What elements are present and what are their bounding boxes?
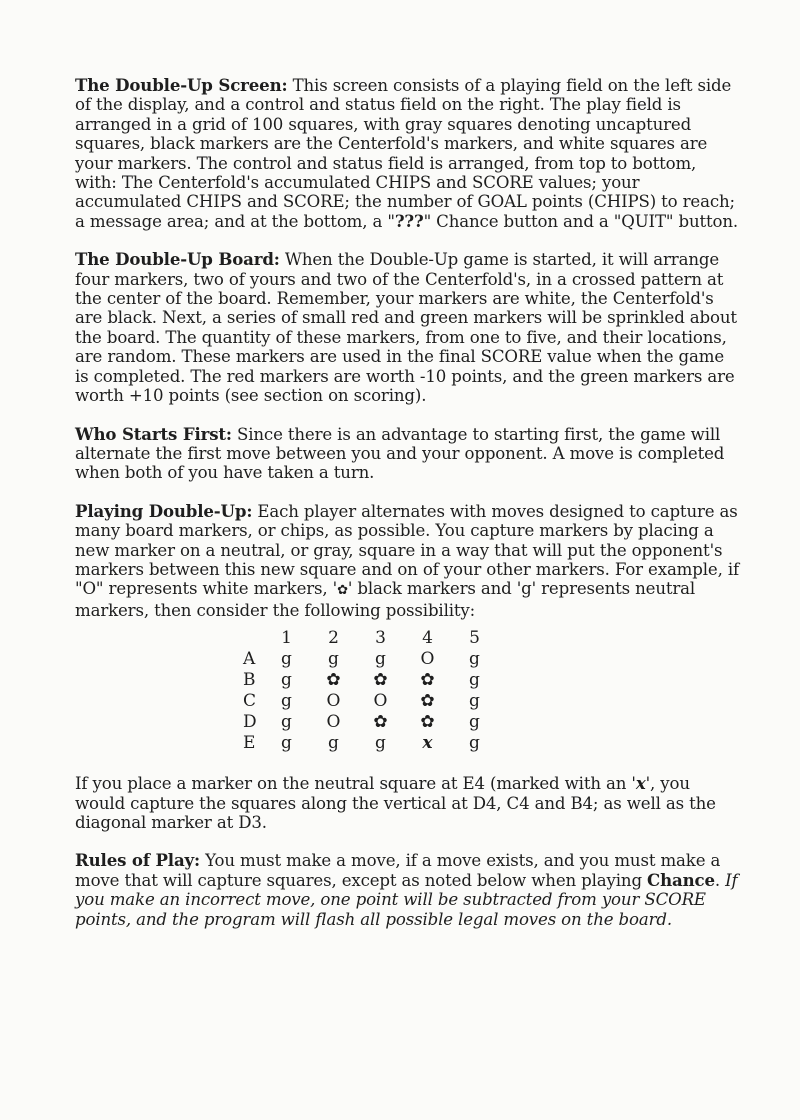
text-rules: You must make a move, if a move exists, and you must make a move that will capture squares, except as noted below when playing: [75, 851, 721, 890]
grid-row: [243, 649, 498, 670]
text-screen: This screen consists of a playing field on the left side of the display, and a control and status field on the right. The play field is arranged in a grid of 100 squares, with gray squares denoting uncaptured squares, black markers are the Centerfold's markers, and white squares are your markers. The control and status field is arranged, from top to bottom, with: The Centerfold's accumulated CHIPS and SCORE values; your accumulated CHIPS and SCORE; the number of GOAL points (CHIPS) to reach; a message area; and at the bottom, a ": [75, 76, 735, 231]
example-grid: [243, 628, 498, 754]
col-label: 1: [281, 628, 292, 649]
grid-cell: O: [373, 691, 388, 712]
heading-playing: Playing Double-Up:: [75, 500, 253, 521]
grid-cell: g: [281, 691, 292, 712]
example-board: [75, 628, 741, 754]
x-marker: x: [635, 773, 646, 794]
row-label: C: [243, 691, 257, 712]
text-rules-italic: If you make an incorrect move, one point will be subtracted from your SCORE points, and the program will flash all possible legal moves on the board.: [75, 870, 738, 929]
grid-corner: [243, 628, 263, 649]
text-rules-period: .: [714, 870, 721, 890]
text-screen-end: " Chance button and a "QUIT" button.: [423, 211, 739, 231]
text-example-end: ', you would capture the squares along the vertical at D4, C4 and B4; as well as the diagonal marker at D3.: [75, 774, 716, 832]
grid-cell: ✿: [420, 691, 435, 712]
grid-cell: g: [328, 733, 339, 754]
col-label: 5: [469, 628, 480, 649]
grid-cell: ✿: [420, 712, 435, 733]
heading-rules: Rules of Play:: [75, 850, 201, 871]
paragraph-playing: [75, 502, 741, 620]
grid-cell: g: [469, 670, 480, 691]
grid-row: [243, 670, 498, 691]
grid-cell: ✿: [373, 670, 388, 691]
heading-screen: The Double-Up Screen:: [75, 75, 288, 95]
text-first: Since there is an advantage to starting first, the game will alternate the first move between you and your opponent. A move is completed when both of you have taken a turn.: [75, 424, 725, 483]
col-label: 4: [422, 628, 433, 649]
row-label: D: [243, 712, 257, 733]
grid-cell: x: [422, 733, 433, 754]
black-marker-icon: ✿: [337, 583, 348, 599]
col-label: 2: [328, 628, 339, 649]
heading-board: The Double-Up Board:: [75, 249, 280, 270]
grid-cell: g: [281, 733, 292, 754]
grid-cell: g: [328, 649, 339, 670]
row-label: E: [243, 733, 256, 754]
grid-cell: ✿: [326, 670, 341, 691]
grid-cell: ✿: [373, 712, 388, 733]
grid-row: [243, 691, 498, 712]
text-board: When the Double-Up game is started, it will arrange four markers, two of yours and two of the Centerfold's, in a crossed pattern at the center of the board. Remember, your markers are white, the Centerfold's are black. Next, a series of small red and green markers will be sprinkled about the board. The quantity of these markers, from one to five, and their locations, are random. These markers are used in the final SCORE value when the game is completed. The red markers are worth -10 points, and the green markers are worth +10 points (see section on scoring).: [75, 250, 737, 406]
grid-cell: g: [281, 649, 292, 670]
grid-cell: O: [420, 649, 435, 670]
grid-cell: ✿: [420, 670, 435, 691]
grid-cell: g: [281, 670, 292, 691]
paragraph-screen: [75, 76, 741, 231]
row-label: A: [243, 649, 256, 670]
grid-cell: g: [469, 712, 480, 733]
paragraph-first: [75, 425, 741, 483]
chance-symbol: ???: [394, 210, 424, 231]
grid-header-row: [243, 628, 498, 649]
text-example: If you place a marker on the neutral square at E4 (marked with an ': [75, 774, 636, 794]
paragraph-example: [75, 774, 741, 832]
grid-cell: g: [469, 649, 480, 670]
paragraph-rules: [75, 851, 741, 929]
grid-cell: O: [326, 712, 341, 733]
page-content: [75, 76, 741, 929]
text-playing-end: ' black markers and 'g' represents neutral markers, then consider the following possibility:: [75, 579, 696, 620]
grid-row: [243, 733, 498, 754]
col-label: 3: [375, 628, 386, 649]
grid-cell: O: [326, 691, 341, 712]
grid-cell: g: [281, 712, 292, 733]
grid-cell: g: [469, 691, 480, 712]
text-playing: Each player alternates with moves designed to capture as many board markers, or chips, as possible. You capture markers by placing a new marker on a neutral, or gray, square in a way that will put the opponent's markers between this new square and on of your other markers. For example, if "O" represents white markers, ': [75, 501, 739, 599]
grid-cell: g: [469, 733, 480, 754]
heading-first: Who Starts First:: [75, 423, 232, 444]
row-label: B: [243, 670, 256, 691]
grid-cell: g: [375, 733, 386, 754]
chance-term: Chance: [647, 869, 715, 890]
grid-row: [243, 712, 498, 733]
grid-cell: g: [375, 649, 386, 670]
paragraph-board: [75, 250, 741, 405]
